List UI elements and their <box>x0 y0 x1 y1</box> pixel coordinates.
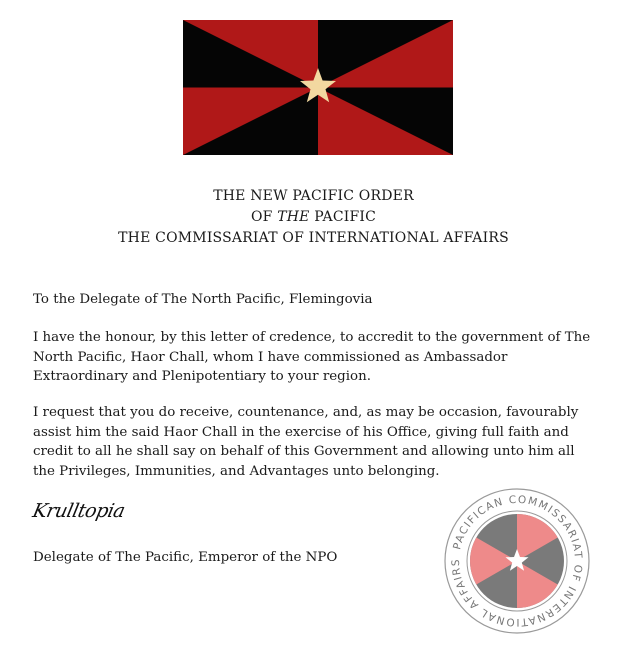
seal-emblem <box>470 514 564 608</box>
commissariat-seal <box>442 486 592 636</box>
npo-flag <box>183 20 453 155</box>
letterhead-line-3: THE COMMISSARIAT OF INTERNATIONAL AFFAIRS <box>118 230 509 246</box>
letterhead-line-2: OF THE PACIFIC <box>250 209 377 225</box>
signature: Krulltopia <box>30 500 127 522</box>
salutation: To the Delegate of The North Pacific, Flemingovia <box>33 292 373 307</box>
seal-ring-text: PACIFICAN COMMISSARIAT OF INTERNATIONAL AFFAIRS <box>449 493 585 629</box>
paragraph-accreditation: I have the honour, by this letter of credence, to accredit to the government of The North Pacific, Haor Chall, whom I have commissioned as Ambassador Extraordinary and Plenipotentiary to your region. <box>33 330 591 384</box>
letterhead <box>0 186 627 249</box>
paragraph-request: I request that you do receive, countenance, and, as may be occasion, favourably assist him the said Haor Chall in the exercise of his Office, giving full faith and credit to all he shall say on behalf of this Government and allowing unto him all the Privileges, Immunities, and Advantages unto belonging. <box>33 405 579 479</box>
letterhead-line-1: THE NEW PACIFIC ORDER <box>213 188 414 204</box>
closing-title: Delegate of The Pacific, Emperor of the NPO <box>33 550 338 565</box>
